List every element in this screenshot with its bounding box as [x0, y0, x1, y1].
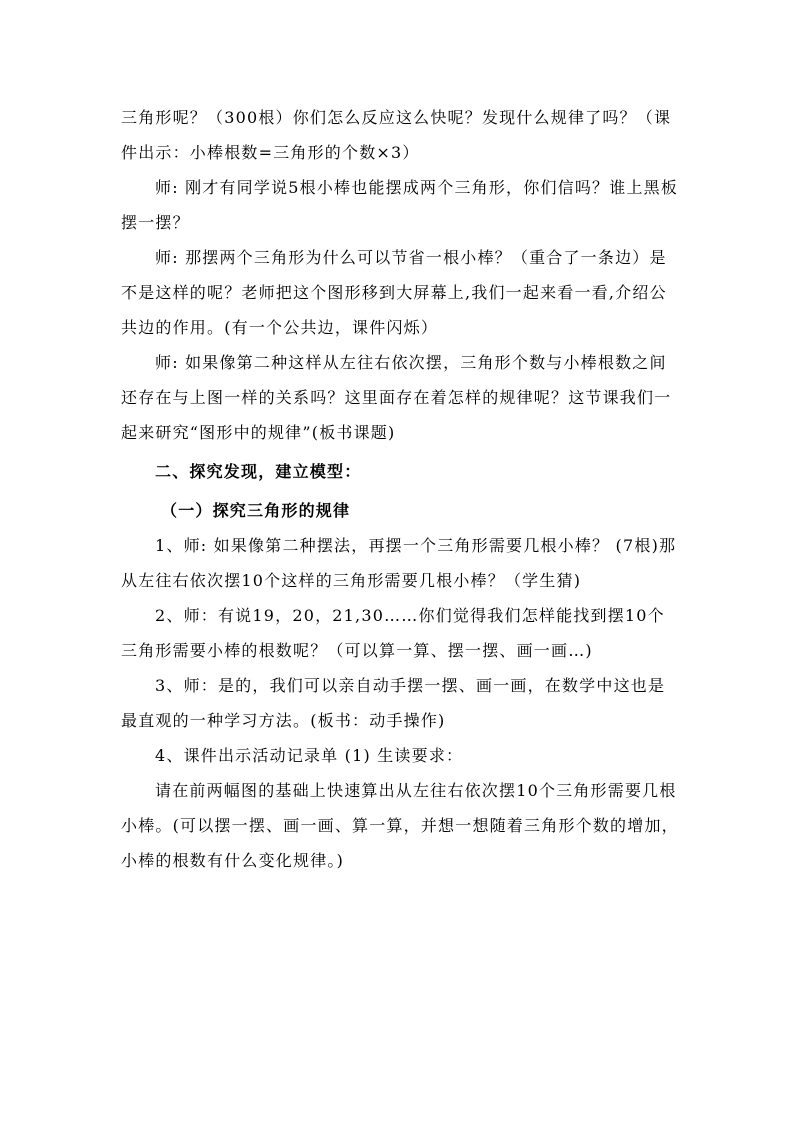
list-item-1: 1、师: 如果像第二种摆法，再摆一个三角形需要几根小棒？ (7根)那从左往右依次摆10个这样的三角形需要几根小棒？（学生猜): [121, 536, 677, 590]
list-item-2: 2、师：有说19，20，21,30……你们觉得我们怎样能找到摆10个三角形需要小棒的根数呢？（可以算一算、摆一摆、画一画…): [121, 606, 665, 660]
list-item-4: 4、课件出示活动记录单 (1) 生读要求：: [155, 746, 464, 765]
paragraph-teacher-3: 师: 如果像第二种这样从左往右依次摆，三角形个数与小棒根数之间还存在与上图一样的关系吗？这里面存在着怎样的规律呢？这节课我们一起来研究“图形中的规律”(板书课题): [121, 353, 672, 442]
paragraph-teacher-2: 师: 那摆两个三角形为什么可以节省一根小棒？（重合了一条边）是不是这样的呢？老师把这个图形移到大屏幕上,我们一起来看一看,介绍公共边的作用。(有一个公共边，课件闪烁）: [121, 248, 667, 337]
subsection-heading: （一）探究三角形的规律: [161, 501, 351, 520]
section-heading: 二、探究发现，建立模型：: [155, 462, 362, 481]
paragraph-continuation: 三角形呢？（300根）你们怎么反应这么快呢？发现什么规律了吗？（课件出示：小棒根数=三角形的个数×3）: [121, 108, 672, 162]
document-body: [121, 100, 681, 878]
list-item-3: 3、师：是的，我们可以亲自动手摆一摆、画一画，在数学中这也是最直观的一种学习方法。(板书：动手操作): [121, 676, 666, 730]
paragraph-teacher-1: 师: 刚才有同学说5根小棒也能摆成两个三角形，你们信吗？谁上黑板摆一摆？: [121, 178, 679, 232]
list-item-5: 请在前两幅图的基础上快速算出从左往右依次摆10个三角形需要几根小棒。(可以摆一摆、画一画、算一算，并想一想随着三角形个数的增加，小棒的根数有什么变化规律。): [121, 781, 679, 870]
